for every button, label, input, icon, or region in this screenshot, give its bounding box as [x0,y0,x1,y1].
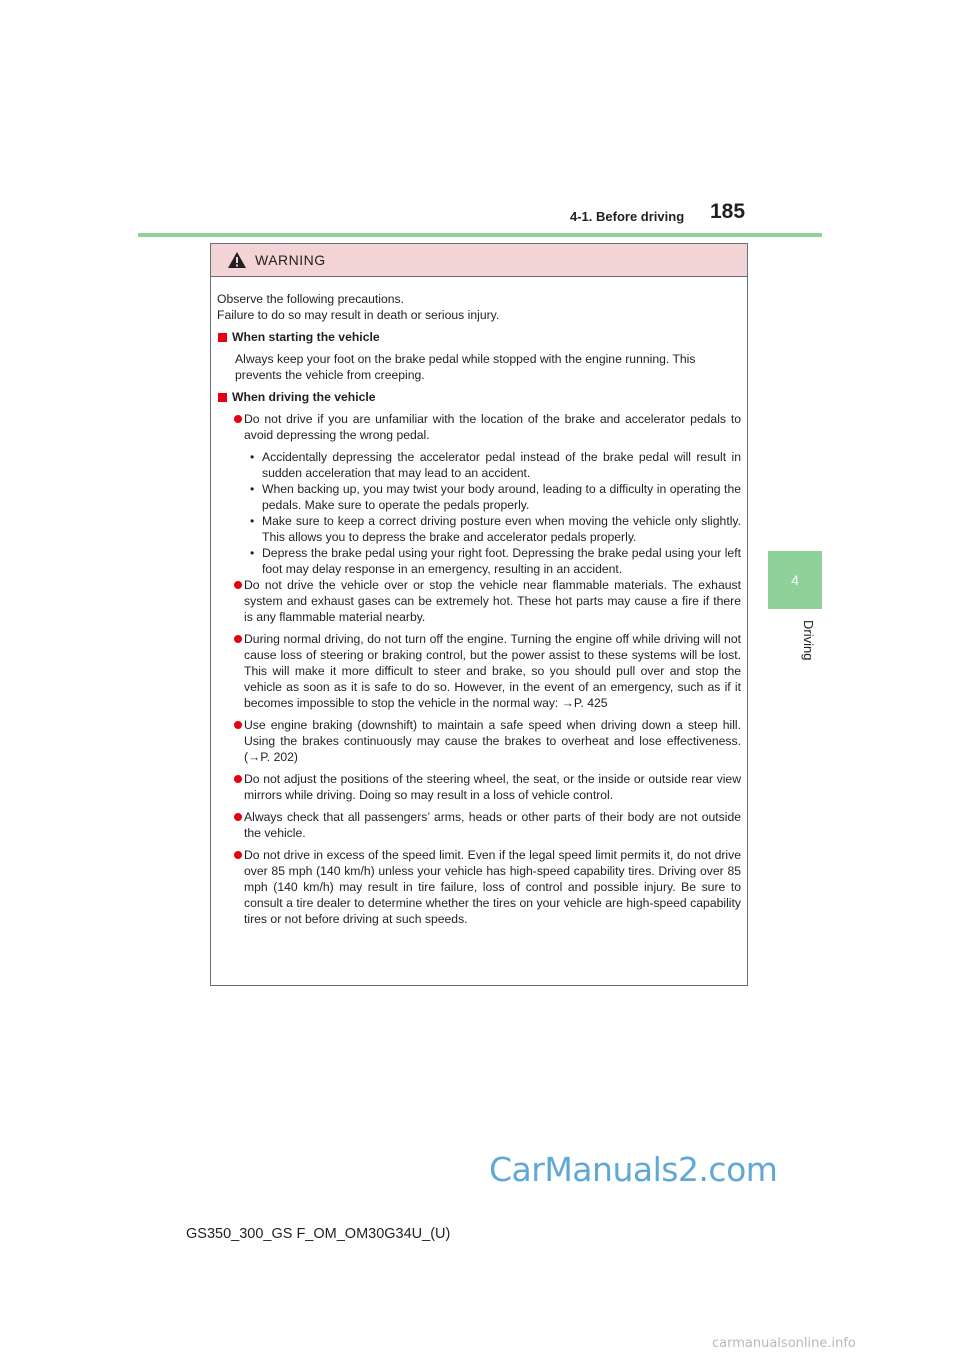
list-item [217,847,741,927]
round-bullet-icon [234,851,242,859]
round-bullet-icon [234,415,242,423]
watermark-logo: CarManuals2.com [489,1150,778,1189]
square-bullet-icon [218,333,227,342]
subheading-starting [217,329,741,345]
list-item [217,631,741,711]
sub-list-item [217,481,741,513]
list-item-text: Do not drive the vehicle over or stop the vehicle near flammable materials. The exhaust system and exhaust gases can be extremely hot. These hot parts may cause a fire if there is any flammable material nearby. [244,578,741,624]
warning-box [210,243,748,986]
section-title: 4-1. Before driving [570,209,685,224]
sub-list-item-text: When backing up, you may twist your body around, leading to a difficulty in operating the pedals. Make sure to operate the pedals properly. [262,482,741,512]
warning-triangle-icon [227,251,247,269]
list-item-text: Do not adjust the positions of the steering wheel, the seat, or the inside or outside rear view mirrors while driving. Doing so may result in a loss of vehicle control. [244,772,741,802]
intro-line: Observe the following precautions. [217,292,404,306]
subheading-label: When driving the vehicle [232,390,376,404]
round-bullet-icon [234,635,242,643]
sub-list-item-text: Accidentally depressing the accelerator pedal instead of the brake pedal will result in sudden acceleration that may lead to an accident. [262,450,741,480]
subheading-label: When starting the vehicle [232,330,380,344]
intro-line: Failure to do so may result in death or serious injury. [217,308,500,322]
document-footer: GS350_300_GS F_OM_OM30G34U_(U) [186,1226,451,1242]
page-number: 185 [710,200,746,223]
chapter-tab: 4 [768,551,822,609]
list-item-text: During normal driving, do not turn off the engine. Turning the engine off while driving will not cause loss of steering or braking control, but the power assist to these systems will be lost. This will make it more difficult to steer and brake, so you should pull over and stop the vehicle as soon as it is safe to do so. However, in the event of an emergency, such as if it becomes impossible to stop the vehicle in the normal way: →P. 425 [244,632,741,710]
round-bullet-icon [234,775,242,783]
subheading-driving [217,389,741,405]
warning-header [211,244,747,277]
list-item [217,771,741,803]
list-item-text: Do not drive in excess of the speed limit. Even if the legal speed limit permits it, do not drive over 85 mph (140 km/h) unless your vehicle has high-speed capability tires. Driving over 85 mph (140 km/h) may result in tire failure, loss of control and possible injury. Be sure to consult a tire dealer to determine whether the tires on your vehicle are high-speed capability tires or not before driving at such speeds. [244,848,741,926]
dot-marker: • [250,514,255,528]
dot-marker: • [250,450,255,464]
header-rule [138,233,822,237]
dot-marker: • [250,546,255,560]
paragraph: Always keep your foot on the brake pedal while stopped with the engine running. This prevents the vehicle from creeping. [235,352,696,382]
list-item-text: Use engine braking (downshift) to maintain a safe speed when driving down a steep hill. Using the brakes continuously may cause the brakes to overheat and lose effectiveness. (→P. 202) [244,718,741,764]
list-item [217,577,741,625]
round-bullet-icon [234,721,242,729]
dot-marker: • [250,482,255,496]
warning-title: WARNING [255,252,326,268]
chapter-label: Driving [801,620,816,661]
round-bullet-icon [234,813,242,821]
list-item-text: Do not drive if you are unfamiliar with the location of the brake and accelerator pedals to avoid depressing the wrong pedal. [244,412,741,442]
round-bullet-icon [234,581,242,589]
sub-list-item [217,513,741,545]
sub-list-item [217,545,741,577]
warning-body [211,277,747,927]
sub-list-item-text: Make sure to keep a correct driving posture even when moving the vehicle only slightly. This allows you to depress the brake and accelerator pedals properly. [262,514,741,544]
sub-list-item [217,449,741,481]
watermark-url: carmanualsonline.info [712,1336,856,1351]
list-item [217,411,741,443]
list-item [217,717,741,765]
square-bullet-icon [218,393,227,402]
sub-list-item-text: Depress the brake pedal using your right foot. Depressing the brake pedal using your left foot may delay response in an emergency, resulting in an accident. [262,546,741,576]
list-item-text: Always check that all passengers’ arms, heads or other parts of their body are not outside the vehicle. [244,810,741,840]
list-item [217,809,741,841]
